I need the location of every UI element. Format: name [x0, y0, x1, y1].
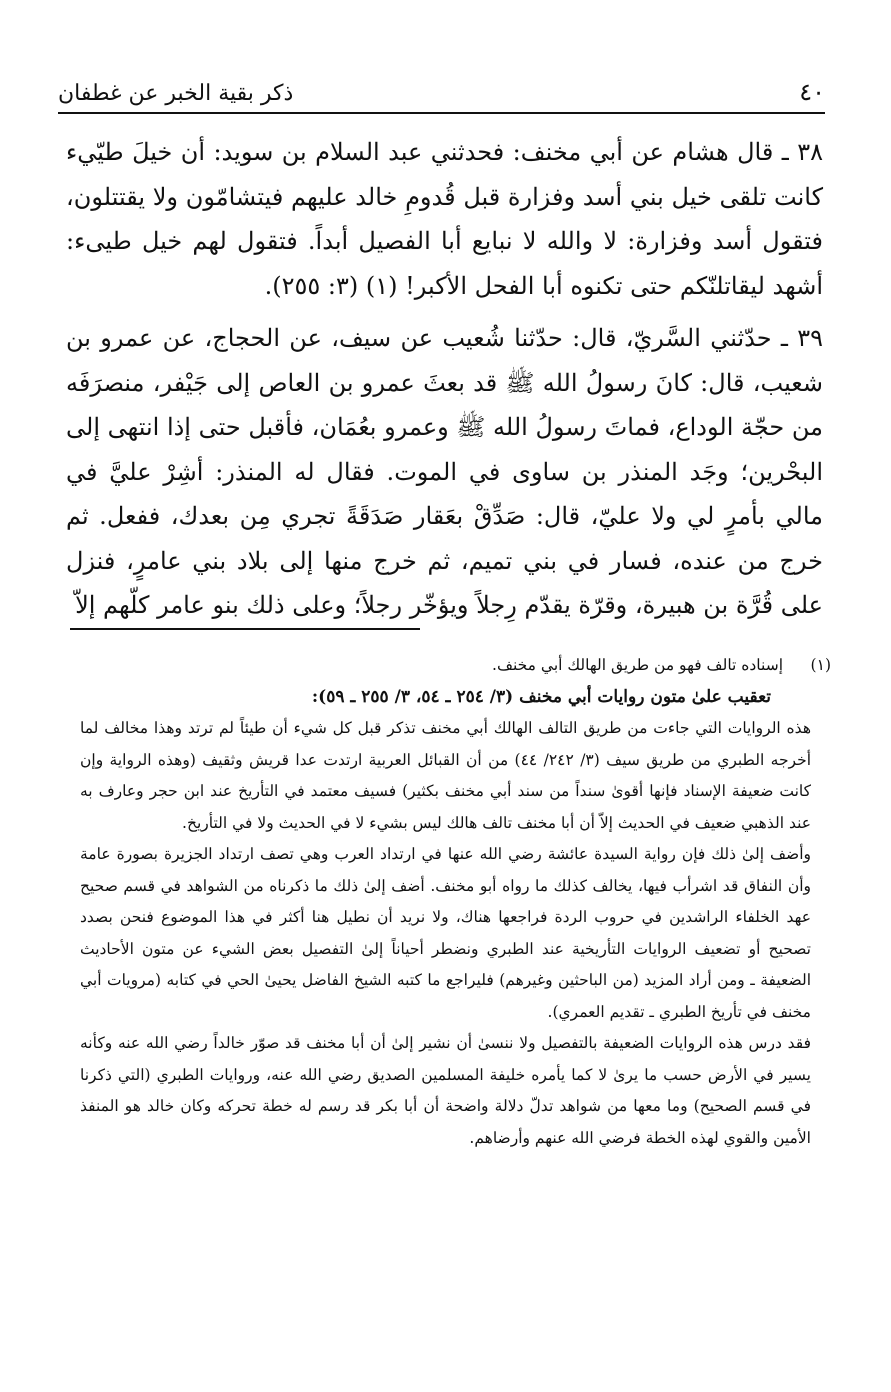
running-title: ذكر بقية الخبر عن غطفان — [58, 81, 294, 106]
footnote-paragraph: هذه الروايات التي جاءت من طريق التالف الهالك أبي مخنف تذكر قبل كل شيء أن طيئاً لم ترتد وهذا مخالف لما أخرجه الطبري من طريق سيف (٣/ ٢٤٢/ ٤٤) من أن القبائل العربية ارتدت عدا قريش وثقيف (وهذه الرواية وإن كانت ضعيفة الإسناد فإنها أقوىٰ سنداً من سند أبي مخنف بكثير) فسيف معتمد في التأريخ عند ابن حجر وعارف به عند الذهبي ضعيف في الحديث إلاّ أن أبا مخنف تالف هالك ليس بشيء لا في الحديث ولا في التأريخ. — [80, 719, 811, 832]
main-text — [66, 130, 823, 636]
footnote-marker: (١) — [810, 656, 831, 674]
footnote-1 — [80, 650, 831, 682]
footnote-paragraph: وأضف إلىٰ ذلك فإن رواية السيدة عائشة رضي الله عنها في ارتداد العرب وهي تصف ارتداد الجزيرة بصورة عامة وأن النفاق قد اشرأب فيها، يخالف كذلك ما رواه أبو مخنف. أضف إلىٰ ذلك ما ذكرناه من الشواهد في قسم صحيح عهد الخلفاء الراشدين في حروب الردة فراجعها هناك، ولا نريد أن نطيل هنا أكثر في هذا الموضوع فنحن بصدد تصحيح أو تضعيف الروايات التأريخية عند الطبري ونضطر أحياناً إلىٰ التفصيل بعض الشيء عن متون الأحاديث الضعيفة ـ ومن أراد المزيد (من الباحثين وغيرهم) فليراجع ما كتبه الشيخ الفاضل يحيىٰ الحي في كتابه (مرويات أبي مخنف في تأريخ الطبري ـ تقديم العمري). — [80, 845, 811, 1021]
running-header — [58, 72, 825, 114]
footnote-heading: تعقيب علىٰ متون روايات أبي مخنف (٣/ ٢٥٤ ـ ٥٤، ٣/ ٢٥٥ ـ ٥٩): — [311, 686, 771, 707]
paragraph-38: ٣٨ ـ قال هشام عن أبي مخنف: فحدثني عبد السلام بن سويد: أن خيلَ طيّيء كانت تلقى خيل بني أسد وفزارة قبل قُدومِ خالد عليهم فيتشامّون ولا يقتتلون، فتقول أسد وفزارة: لا والله لا نبايع أبا الفصيل أبداً. فتقول لهم خيل طيىء: أشهد ليقاتلنّكم حتى تكنوه أبا الفحل الأكبر! (١) (٣: ٢٥٥). — [66, 138, 823, 300]
paragraph-39: ٣٩ ـ حدّثني السَّريّ، قال: حدّثنا شُعيب عن سيف، عن الحجاج، عن عمرو بن شعيب، قال: كانَ رسولُ الله ﷺ قد بعثَ عمرو بن العاص إلى جَيْفر، منصرَفَه من حجّة الوداع، فماتَ رسولُ الله ﷺ وعمرو بعُمَان، فأقبل حتى إذا انتهى إلى البحْرين؛ وجَد المنذر بن ساوى في الموت. فقال له المنذر: أشِرْ عليَّ في مالي بأمرٍ لي ولا عليّ، قال: صَدِّقْ بعَقار صَدَقَةً تجري مِن بعدك، ففعل. ثم خرج من عنده، فسار في بني تميم، ثم خرج منها إلى بلاد بني عامرٍ، فنزل على قُرَّة بن هبيرة، وقرّة يقدّم رِجلاً ويؤخّر رجلاً؛ وعلى ذلك بنو عامر كلّهم إلاّ — [66, 324, 823, 619]
footnotes — [80, 650, 831, 1154]
footnote-separator — [70, 628, 420, 630]
footnote-paragraph: فقد درس هذه الروايات الضعيفة بالتفصيل ولا ننسىٰ أن نشير إلىٰ أن أبا مخنف قد صوّر خالداً رضي الله عنه وكأنه يسير في الأرض حسب ما يرىٰ لا كما يأمره خليفة المسلمين الصديق رضي الله عنه، وروايات الطبري (التي ذكرنا في قسم الصحيح) وما معها من شواهد تدلّ دلالة واضحة أن أبا بكر قد رسم له خطة تحركه وكان خالد هو المنفذ الأمين والقوي لهذه الخطة فرضي الله عنهم وأرضاهم. — [80, 1034, 811, 1147]
footnote-1-text: إسناده تالف فهو من طريق الهالك أبي مخنف. — [492, 656, 783, 674]
page-number: ٤٠ — [799, 78, 825, 106]
